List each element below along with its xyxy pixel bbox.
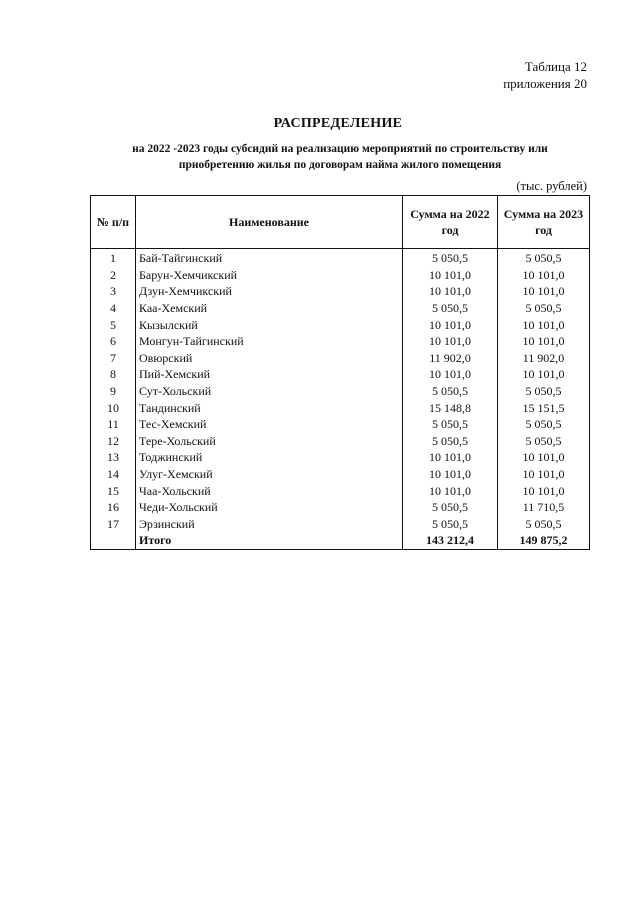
district-name-cell: Тере-Хольский — [136, 433, 403, 450]
sum-2022-cell: 10 101,0 — [403, 283, 498, 300]
table-row — [91, 283, 590, 300]
row-number-cell: 14 — [91, 466, 136, 483]
units-note: (тыс. рублей) — [516, 179, 587, 193]
sum-2022-cell: 15 148,8 — [403, 399, 498, 416]
table-row — [91, 433, 590, 450]
sum-2022-cell: 5 050,5 — [403, 433, 498, 450]
document-subtitle — [110, 141, 570, 173]
row-number-cell: 15 — [91, 482, 136, 499]
table-row — [91, 516, 590, 533]
table-row — [91, 350, 590, 367]
sum-2023-cell: 10 101,0 — [498, 316, 590, 333]
total-2023-cell: 149 875,2 — [498, 532, 590, 549]
sum-2023-cell: 5 050,5 — [498, 383, 590, 400]
row-number-cell: 11 — [91, 416, 136, 433]
row-number-cell: 8 — [91, 366, 136, 383]
table-row — [91, 316, 590, 333]
row-number-cell: 2 — [91, 267, 136, 284]
sum-2022-cell: 10 101,0 — [403, 333, 498, 350]
row-number-cell: 7 — [91, 350, 136, 367]
row-number-cell: 13 — [91, 449, 136, 466]
sum-2022-cell: 5 050,5 — [403, 300, 498, 317]
sum-2023-cell: 10 101,0 — [498, 449, 590, 466]
total-number-cell — [91, 532, 136, 549]
district-name-cell: Кызылский — [136, 316, 403, 333]
sum-2023-cell: 10 101,0 — [498, 267, 590, 284]
table-caption — [503, 58, 587, 92]
row-number-cell: 1 — [91, 249, 136, 267]
sum-2023-cell: 5 050,5 — [498, 416, 590, 433]
district-name-cell: Дзун-Хемчикский — [136, 283, 403, 300]
table-row — [91, 466, 590, 483]
row-number-cell: 12 — [91, 433, 136, 450]
sum-2022-cell: 10 101,0 — [403, 267, 498, 284]
sum-2022-cell: 10 101,0 — [403, 366, 498, 383]
district-name-cell: Улуг-Хемский — [136, 466, 403, 483]
header-row — [91, 196, 590, 249]
sum-2023-cell: 10 101,0 — [498, 333, 590, 350]
total-row — [91, 532, 590, 549]
sum-2022-cell: 10 101,0 — [403, 482, 498, 499]
sum-2023-cell: 15 151,5 — [498, 399, 590, 416]
row-number-cell: 5 — [91, 316, 136, 333]
district-name-cell: Овюрский — [136, 350, 403, 367]
sum-2023-cell: 5 050,5 — [498, 516, 590, 533]
district-name-cell: Сут-Хольский — [136, 383, 403, 400]
row-number-cell: 4 — [91, 300, 136, 317]
district-name-cell: Чеди-Хольский — [136, 499, 403, 516]
table-row — [91, 499, 590, 516]
table-row — [91, 416, 590, 433]
sum-2023-cell: 11 710,5 — [498, 499, 590, 516]
row-number-cell: 3 — [91, 283, 136, 300]
table-row — [91, 267, 590, 284]
subtitle-line-2: приобретению жилья по договорам найма жилого помещения — [178, 159, 502, 171]
table-body — [91, 249, 590, 550]
row-number-cell: 6 — [91, 333, 136, 350]
table-row — [91, 449, 590, 466]
district-name-cell: Чаа-Хольский — [136, 482, 403, 499]
caption-appendix: приложения 20 — [503, 76, 587, 91]
sum-2023-cell: 5 050,5 — [498, 300, 590, 317]
total-label-cell: Итого — [136, 532, 403, 549]
total-2022-cell: 143 212,4 — [403, 532, 498, 549]
table-header — [91, 196, 590, 249]
sum-2022-cell: 5 050,5 — [403, 383, 498, 400]
table-row — [91, 333, 590, 350]
table-row — [91, 366, 590, 383]
sum-2023-cell: 11 902,0 — [498, 350, 590, 367]
header-number: № п/п — [91, 196, 136, 249]
sum-2023-cell: 10 101,0 — [498, 466, 590, 483]
district-name-cell: Тоджинский — [136, 449, 403, 466]
district-name-cell: Барун-Хемчикский — [136, 267, 403, 284]
sum-2022-cell: 10 101,0 — [403, 316, 498, 333]
sum-2023-cell: 5 050,5 — [498, 249, 590, 267]
header-name: Наименование — [136, 196, 403, 249]
district-name-cell: Эрзинский — [136, 516, 403, 533]
table-row — [91, 482, 590, 499]
header-sum-2022: Сумма на 2022 год — [403, 196, 498, 249]
distribution-table — [90, 195, 590, 550]
row-number-cell: 10 — [91, 399, 136, 416]
table-row — [91, 300, 590, 317]
caption-table-number: Таблица 12 — [524, 59, 587, 74]
sum-2022-cell: 5 050,5 — [403, 416, 498, 433]
sum-2022-cell: 5 050,5 — [403, 499, 498, 516]
district-name-cell: Бай-Тайгинский — [136, 249, 403, 267]
table-row — [91, 399, 590, 416]
sum-2022-cell: 5 050,5 — [403, 516, 498, 533]
sum-2022-cell: 11 902,0 — [403, 350, 498, 367]
district-name-cell: Пий-Хемский — [136, 366, 403, 383]
table-row — [91, 383, 590, 400]
sum-2023-cell: 10 101,0 — [498, 482, 590, 499]
row-number-cell: 16 — [91, 499, 136, 516]
district-name-cell: Тандинский — [136, 399, 403, 416]
sum-2023-cell: 5 050,5 — [498, 433, 590, 450]
table-row — [91, 249, 590, 267]
header-sum-2023: Сумма на 2023 год — [498, 196, 590, 249]
sum-2022-cell: 10 101,0 — [403, 449, 498, 466]
district-name-cell: Монгун-Тайгинский — [136, 333, 403, 350]
document-title: РАСПРЕДЕЛЕНИЕ — [273, 116, 403, 131]
sum-2023-cell: 10 101,0 — [498, 366, 590, 383]
row-number-cell: 17 — [91, 516, 136, 533]
subtitle-line-1: на 2022 -2023 годы субсидий на реализацию мероприятий по строительству или — [132, 143, 548, 155]
district-name-cell: Тес-Хемский — [136, 416, 403, 433]
sum-2023-cell: 10 101,0 — [498, 283, 590, 300]
row-number-cell: 9 — [91, 383, 136, 400]
sum-2022-cell: 10 101,0 — [403, 466, 498, 483]
district-name-cell: Каа-Хемский — [136, 300, 403, 317]
sum-2022-cell: 5 050,5 — [403, 249, 498, 267]
